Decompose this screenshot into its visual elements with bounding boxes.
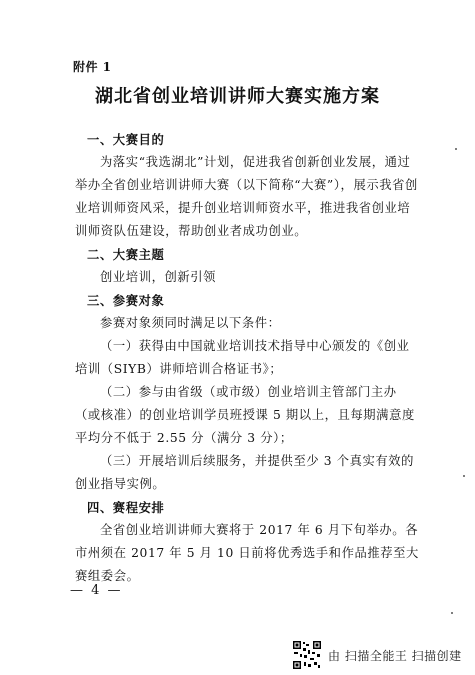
section-heading-purpose: 一、大赛目的 (87, 132, 165, 147)
paragraph-condition-1: （一）获得由中国就业培训技术指导中心颁发的《创业培训（SIYB）讲师培训合格证书》； (75, 339, 410, 376)
qr-code-icon (292, 640, 322, 670)
paragraph-purpose: 为落实“我选湖北”计划，促进我省创新创业发展，通过举办全省创业培训讲师大赛（以下简称“大赛”），展示我省创业培训师资风采，提升创业培训师资水平，推进我省创业培训师资队伍建设，帮助创业者成功创业。 (75, 155, 418, 238)
scan-speck (455, 148, 457, 150)
scan-speck (463, 475, 465, 477)
document-body (75, 128, 420, 588)
paragraph-theme: 创业培训，创新引领 (100, 270, 217, 284)
document-title: 湖北省创业培训讲师大赛实施方案 (95, 86, 380, 107)
paragraph-schedule: 全省创业培训讲师大赛将于 2017 年 6 月下旬举办。各市州须在 2017 年 5 月 10 日前将优秀选手和作品推荐至大赛组委会。 (75, 523, 419, 583)
section-heading-schedule: 四、赛程安排 (87, 500, 165, 515)
attachment-label: 附件 1 (73, 60, 112, 74)
section-heading-participants: 三、参赛对象 (87, 293, 165, 308)
paragraph-condition-3: （三）开展培训后续服务，并提供至少 3 个真实有效的创业指导实例。 (75, 454, 415, 491)
paragraph-condition-2: （二）参与由省级（或市级）创业培训主管部门主办（或核准）的创业培训学员班授课 5 期以上，且每期满意度平均分不低于 2.55 分（满分 3 分）； (75, 385, 415, 445)
scan-speck (451, 612, 453, 614)
page-number: — 4 — (70, 583, 123, 598)
scanner-watermark: 由 扫描全能王 扫描创建 (328, 649, 462, 663)
section-heading-theme: 二、大赛主题 (87, 247, 165, 262)
paragraph-conditions-intro: 参赛对象须同时满足以下条件： (100, 316, 281, 330)
